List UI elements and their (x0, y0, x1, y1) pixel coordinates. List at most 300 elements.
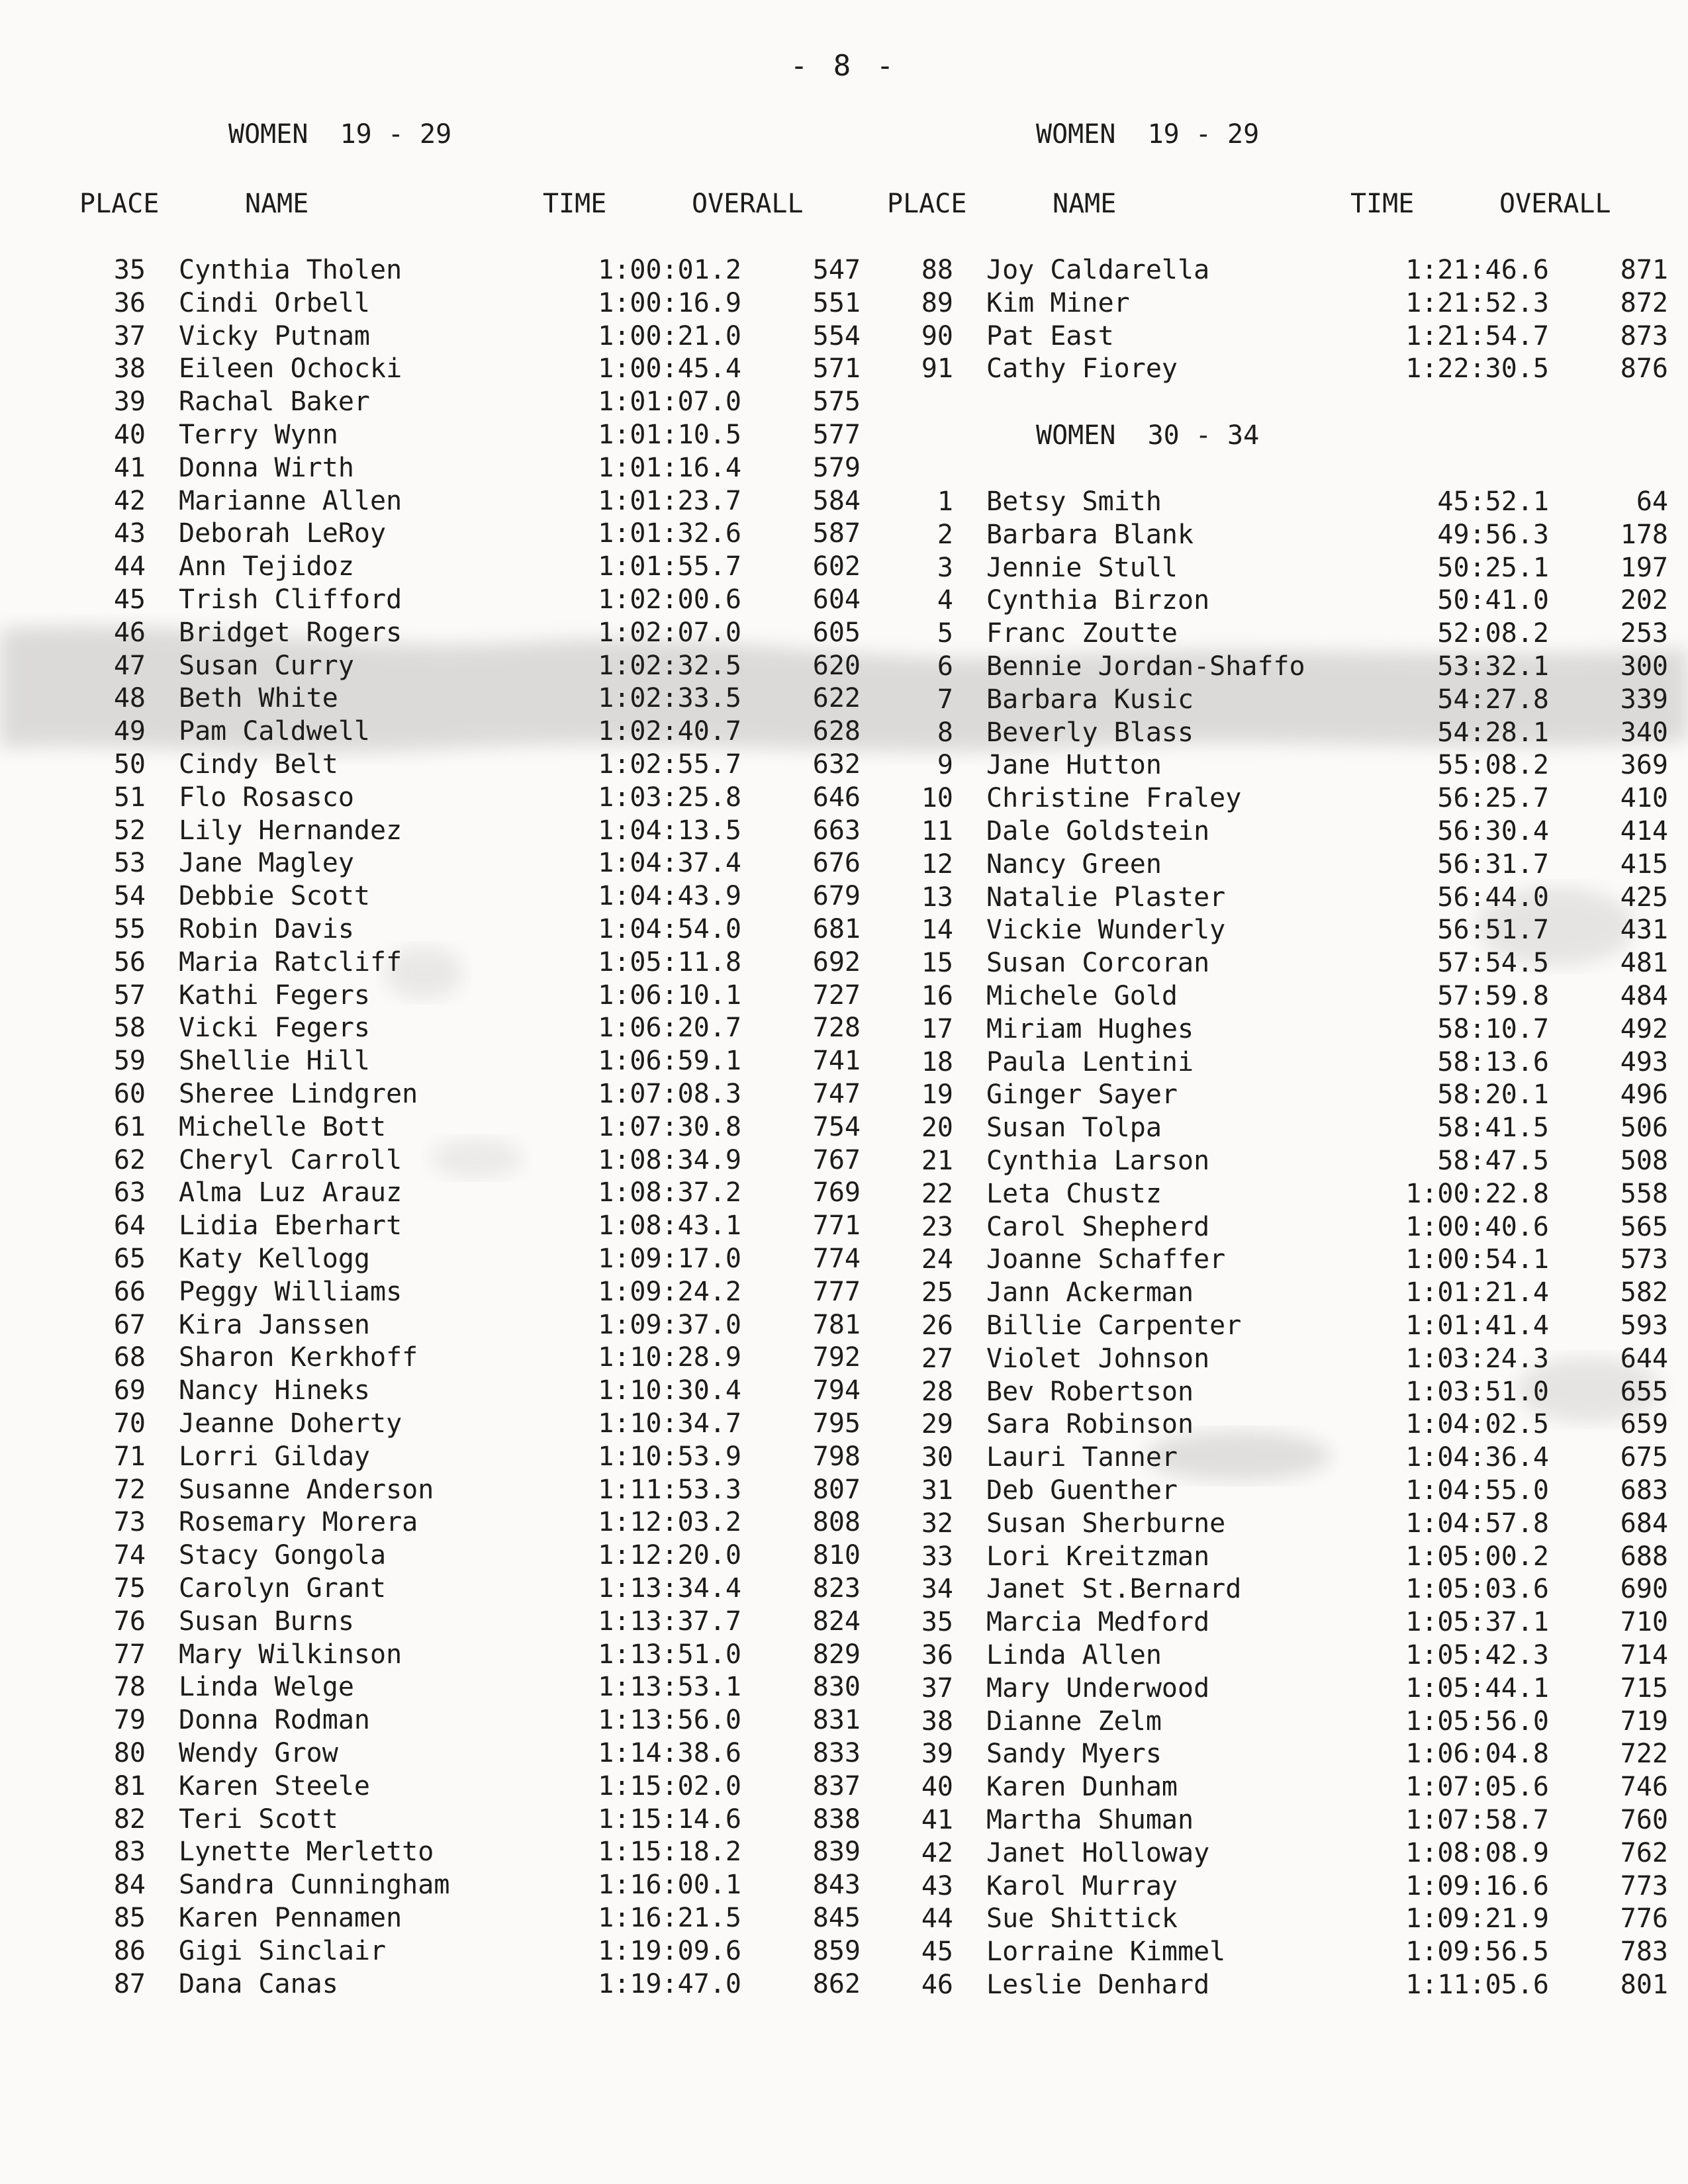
overall-cell: 762 (1620, 1837, 1668, 1868)
name-cell: Leslie Denhard (986, 1970, 1210, 2000)
place-cell: 88 (921, 255, 953, 285)
overall-cell: 771 (812, 1210, 861, 1242)
table-row (887, 1343, 1688, 1377)
place-cell: 19 (921, 1079, 953, 1111)
place-cell: 37 (113, 320, 146, 351)
place-cell: 12 (921, 848, 953, 880)
overall-cell: 783 (1620, 1936, 1668, 1968)
time-cell: 1:12:03.2 (598, 1507, 741, 1538)
name-cell: Deb Guenther (986, 1475, 1178, 1506)
name-cell: Shellie Hill (179, 1046, 370, 1077)
overall-cell: 655 (1620, 1376, 1668, 1407)
name-cell: Pam Caldwell (179, 716, 370, 747)
overall-cell: 760 (1620, 1805, 1668, 1835)
overall-cell: 683 (1620, 1475, 1668, 1506)
place-cell: 51 (113, 782, 146, 813)
name-cell: Cynthia Larson (986, 1146, 1210, 1176)
time-cell: 1:08:37.2 (598, 1177, 741, 1208)
name-cell: Mary Wilkinson (179, 1639, 402, 1670)
time-cell: 1:06:59.1 (598, 1046, 741, 1077)
place-cell: 76 (113, 1606, 146, 1637)
table-row (887, 553, 1688, 586)
time-cell: 1:05:42.3 (1405, 1640, 1549, 1670)
name-cell: Kathi Fegers (179, 979, 370, 1011)
time-cell: 1:21:46.6 (1405, 255, 1549, 285)
time-cell: 1:10:28.9 (598, 1342, 741, 1373)
place-cell: 67 (113, 1309, 146, 1340)
name-cell: Karen Pennamen (179, 1903, 402, 1933)
overall-cell: 823 (812, 1573, 861, 1604)
place-cell: 1 (937, 486, 953, 517)
place-cell: 45 (113, 584, 146, 615)
time-cell: 1:06:10.1 (598, 979, 741, 1011)
place-cell: 59 (113, 1046, 146, 1077)
name-cell: Janet Holloway (986, 1837, 1210, 1868)
overall-cell: 798 (812, 1441, 861, 1472)
overall-cell: 676 (812, 848, 861, 879)
place-cell: 50 (113, 749, 146, 780)
time-cell: 1:09:16.6 (1405, 1870, 1549, 1901)
table-row (79, 815, 894, 848)
place-cell: 3 (937, 552, 953, 583)
place-cell: 42 (921, 1837, 953, 1868)
table-row (79, 1310, 894, 1343)
table-row (79, 353, 894, 387)
time-cell: 56:25.7 (1437, 783, 1549, 814)
time-cell: 1:00:54.1 (1405, 1244, 1549, 1275)
time-cell: 1:02:00.6 (598, 584, 741, 615)
overall-cell: 565 (1620, 1211, 1668, 1242)
place-cell: 63 (113, 1177, 146, 1208)
time-cell: 1:10:34.7 (598, 1408, 741, 1439)
time-cell: 50:25.1 (1437, 552, 1549, 583)
time-cell: 1:04:13.5 (598, 815, 741, 846)
overall-cell: 794 (812, 1375, 861, 1406)
place-cell: 79 (113, 1705, 146, 1736)
name-cell: Michele Gold (986, 981, 1178, 1011)
overall-cell: 871 (1620, 255, 1668, 285)
name-cell: Michelle Bott (179, 1111, 387, 1142)
time-cell: 1:04:36.4 (1405, 1442, 1549, 1473)
overall-cell: 754 (812, 1111, 861, 1142)
name-cell: Beth White (179, 683, 338, 714)
overall-cell: 843 (812, 1870, 861, 1901)
overall-cell: 577 (812, 420, 861, 450)
time-cell: 1:21:52.3 (1405, 287, 1549, 318)
name-cell: Paula Lentini (986, 1046, 1194, 1077)
place-cell: 52 (113, 815, 146, 846)
place-cell: 36 (921, 1640, 953, 1670)
place-cell: 89 (921, 287, 953, 318)
table-row (887, 1607, 1688, 1640)
place-cell: 44 (113, 551, 146, 582)
time-cell: 50:41.0 (1437, 585, 1549, 616)
overall-cell: 747 (812, 1079, 861, 1109)
time-cell: 1:10:30.4 (598, 1375, 741, 1406)
place-cell: 40 (921, 1772, 953, 1803)
overall-cell: 681 (812, 914, 861, 944)
table-row (79, 486, 894, 519)
name-cell: Bridget Rogers (179, 617, 402, 648)
name-cell: Betsy Smith (986, 486, 1162, 517)
table-row (887, 1508, 1688, 1541)
table-row (79, 1375, 894, 1408)
time-cell: 1:02:07.0 (598, 617, 741, 648)
table-row (887, 1377, 1688, 1410)
overall-cell: 582 (1620, 1277, 1668, 1308)
time-cell: 1:13:53.1 (598, 1672, 741, 1703)
place-cell: 86 (113, 1935, 146, 1966)
table-row (79, 1046, 894, 1079)
overall-cell: 64 (1636, 486, 1668, 517)
overall-cell: 558 (1620, 1178, 1668, 1209)
time-cell: 1:09:17.0 (598, 1244, 741, 1274)
name-cell: Gigi Sinclair (179, 1935, 387, 1966)
name-cell: Jeanne Doherty (179, 1408, 402, 1439)
time-cell: 1:22:30.5 (1405, 353, 1549, 385)
place-cell: 5 (937, 618, 953, 649)
place-cell: 4 (937, 585, 953, 616)
overall-cell: 719 (1620, 1706, 1668, 1737)
overall-cell: 690 (1620, 1574, 1668, 1605)
overall-cell: 688 (1620, 1541, 1668, 1572)
time-cell: 1:10:53.9 (598, 1441, 741, 1472)
overall-cell: 632 (812, 749, 861, 780)
overall-cell: 628 (812, 716, 861, 747)
time-cell: 1:03:51.0 (1405, 1376, 1549, 1407)
place-cell: 45 (921, 1936, 953, 1968)
place-cell: 36 (113, 287, 146, 318)
time-cell: 56:44.0 (1437, 882, 1549, 913)
table-row (79, 1507, 894, 1540)
time-cell: 1:07:05.6 (1405, 1772, 1549, 1803)
name-cell: Rachal Baker (179, 387, 370, 418)
name-cell: Violet Johnson (986, 1343, 1210, 1374)
table-row (79, 551, 894, 584)
time-cell: 1:05:37.1 (1405, 1607, 1549, 1638)
time-cell: 1:01:16.4 (598, 452, 741, 483)
table-row (79, 1475, 894, 1508)
place-cell: 40 (113, 420, 146, 450)
overall-cell: 369 (1620, 750, 1668, 781)
name-cell: Marianne Allen (179, 485, 402, 516)
table-row (79, 584, 894, 617)
table-row (79, 1639, 894, 1672)
overall-cell: 425 (1620, 882, 1668, 913)
table-row (887, 816, 1688, 849)
place-cell: 85 (113, 1903, 146, 1933)
overall-cell: 605 (812, 617, 861, 648)
division-title: WOMEN 19 - 29 (228, 119, 452, 150)
place-cell: 17 (921, 1013, 953, 1044)
time-cell: 1:00:22.8 (1405, 1178, 1549, 1209)
table-row (79, 1969, 894, 2002)
name-cell: Lauri Tanner (986, 1442, 1178, 1473)
name-cell: Donna Rodman (179, 1705, 370, 1736)
place-cell: 49 (113, 716, 146, 747)
name-cell: Joanne Schaffer (986, 1244, 1226, 1275)
place-cell: 66 (113, 1276, 146, 1307)
time-cell: 1:00:01.2 (598, 255, 741, 285)
name-cell: Karol Murray (986, 1870, 1178, 1901)
table-row (79, 1936, 894, 1969)
name-cell: Susan Burns (179, 1606, 354, 1637)
place-cell: 20 (921, 1113, 953, 1144)
header-overall: OVERALL (692, 189, 804, 219)
time-cell: 1:04:57.8 (1405, 1508, 1549, 1539)
overall-cell: 679 (812, 881, 861, 912)
header-time: TIME (543, 189, 607, 219)
time-cell: 1:11:05.6 (1405, 1970, 1549, 2000)
table-row (887, 1838, 1688, 1871)
time-cell: 1:13:51.0 (598, 1639, 741, 1670)
overall-cell: 340 (1620, 717, 1668, 748)
place-cell: 43 (921, 1870, 953, 1901)
time-cell: 1:05:00.2 (1405, 1541, 1549, 1572)
table-row (79, 453, 894, 486)
table-row (887, 651, 1688, 684)
table-row (887, 255, 1688, 288)
name-cell: Sharon Kerkhoff (179, 1342, 418, 1373)
time-cell: 1:01:32.6 (598, 518, 741, 549)
time-cell: 1:01:23.7 (598, 485, 741, 516)
time-cell: 1:00:45.4 (598, 353, 741, 385)
time-cell: 1:03:25.8 (598, 782, 741, 813)
overall-cell: 414 (1620, 816, 1668, 846)
time-cell: 1:08:43.1 (598, 1210, 741, 1242)
place-cell: 10 (921, 783, 953, 814)
place-cell: 73 (113, 1507, 146, 1538)
place-cell: 11 (921, 816, 953, 846)
name-cell: Jane Magley (179, 848, 354, 879)
overall-cell: 769 (812, 1177, 861, 1208)
name-cell: Lorraine Kimmel (986, 1936, 1226, 1968)
overall-cell: 410 (1620, 783, 1668, 814)
name-cell: Katy Kellogg (179, 1244, 370, 1274)
place-cell: 68 (113, 1342, 146, 1373)
overall-cell: 484 (1620, 981, 1668, 1011)
name-cell: Deborah LeRoy (179, 518, 387, 549)
header-place: PLACE (79, 189, 160, 219)
place-cell: 18 (921, 1046, 953, 1077)
place-cell: 62 (113, 1144, 146, 1175)
time-cell: 1:02:32.5 (598, 650, 741, 681)
time-cell: 1:09:56.5 (1405, 1936, 1549, 1968)
place-cell: 9 (937, 750, 953, 781)
time-cell: 1:07:30.8 (598, 1111, 741, 1142)
name-cell: Carol Shepherd (986, 1211, 1210, 1242)
place-cell: 8 (937, 717, 953, 748)
place-cell: 72 (113, 1474, 146, 1505)
time-cell: 45:52.1 (1437, 486, 1549, 517)
table-row (79, 387, 894, 420)
table-row (887, 1475, 1688, 1508)
time-cell: 53:32.1 (1437, 651, 1549, 682)
table-row (79, 1870, 894, 1903)
time-cell: 58:41.5 (1437, 1113, 1549, 1144)
table-row (79, 1672, 894, 1705)
table-row (79, 1244, 894, 1277)
place-cell: 60 (113, 1079, 146, 1109)
name-cell: Dianne Zelm (986, 1706, 1162, 1737)
place-cell: 46 (113, 617, 146, 648)
overall-cell: 587 (812, 518, 861, 549)
table-row (887, 1079, 1688, 1113)
name-cell: Carolyn Grant (179, 1573, 387, 1604)
name-cell: Stacy Gongola (179, 1540, 387, 1571)
name-cell: Lynette Merletto (179, 1837, 434, 1868)
time-cell: 1:04:37.4 (598, 848, 741, 879)
overall-cell: 493 (1620, 1046, 1668, 1077)
time-cell: 1:01:10.5 (598, 420, 741, 450)
place-cell: 33 (921, 1541, 953, 1572)
place-cell: 39 (113, 387, 146, 418)
overall-cell: 876 (1620, 353, 1668, 385)
table-row (79, 782, 894, 815)
name-cell: Bennie Jordan-Shaffo (986, 651, 1305, 682)
table-row (79, 716, 894, 749)
overall-cell: 684 (1620, 1508, 1668, 1539)
overall-cell: 620 (812, 650, 861, 681)
place-cell: 83 (113, 1837, 146, 1868)
overall-cell: 508 (1620, 1146, 1668, 1176)
place-cell: 38 (113, 353, 146, 385)
time-cell: 1:16:21.5 (598, 1903, 741, 1933)
name-cell: Cynthia Birzon (986, 585, 1210, 616)
table-row (79, 947, 894, 980)
name-cell: Cindy Belt (179, 749, 338, 780)
time-cell: 1:04:54.0 (598, 914, 741, 944)
time-cell: 1:09:21.9 (1405, 1903, 1549, 1934)
name-cell: Sandy Myers (986, 1739, 1162, 1770)
table-row (79, 914, 894, 947)
table-row (79, 1210, 894, 1244)
table-row (887, 1014, 1688, 1047)
name-cell: Ginger Sayer (986, 1079, 1178, 1111)
overall-cell: 839 (812, 1837, 861, 1868)
name-cell: Teri Scott (179, 1803, 338, 1835)
overall-cell: 795 (812, 1408, 861, 1439)
time-cell: 1:01:21.4 (1405, 1277, 1549, 1308)
place-cell: 34 (921, 1574, 953, 1605)
table-row (887, 1212, 1688, 1245)
table-row (887, 981, 1688, 1014)
place-cell: 57 (113, 979, 146, 1011)
table-row (887, 1442, 1688, 1475)
place-cell: 38 (921, 1706, 953, 1737)
overall-cell: 604 (812, 584, 861, 615)
place-cell: 7 (937, 684, 953, 715)
overall-cell: 776 (1620, 1903, 1668, 1934)
time-cell: 1:21:54.7 (1405, 320, 1549, 351)
place-cell: 41 (113, 452, 146, 483)
time-cell: 1:04:43.9 (598, 881, 741, 912)
place-cell: 25 (921, 1277, 953, 1308)
table-row (79, 288, 894, 321)
table-row (79, 1606, 894, 1639)
overall-cell: 862 (812, 1968, 861, 1999)
name-cell: Terry Wynn (179, 420, 338, 450)
name-cell: Debbie Scott (179, 881, 370, 912)
place-cell: 35 (113, 255, 146, 285)
overall-cell: 722 (1620, 1739, 1668, 1770)
place-cell: 69 (113, 1375, 146, 1406)
place-cell: 82 (113, 1803, 146, 1835)
name-cell: Karen Dunham (986, 1772, 1178, 1803)
overall-cell: 801 (1620, 1970, 1668, 2000)
name-cell: Vickie Wunderly (986, 915, 1226, 946)
table-row (887, 1574, 1688, 1607)
overall-cell: 777 (812, 1276, 861, 1307)
header-overall: OVERALL (1499, 189, 1611, 219)
time-cell: 1:06:04.8 (1405, 1739, 1549, 1770)
overall-cell: 496 (1620, 1079, 1668, 1111)
place-cell: 14 (921, 915, 953, 946)
overall-cell: 481 (1620, 948, 1668, 979)
table-row (79, 1705, 894, 1738)
time-cell: 1:03:24.3 (1405, 1343, 1549, 1374)
table-row (887, 1805, 1688, 1838)
place-cell: 75 (113, 1573, 146, 1604)
name-cell: Miriam Hughes (986, 1013, 1194, 1044)
table-row (79, 848, 894, 881)
overall-cell: 774 (812, 1244, 861, 1274)
page-number: - 8 - (790, 49, 898, 83)
table-row (887, 1871, 1688, 1904)
table-row (887, 585, 1688, 618)
table-row (887, 1409, 1688, 1442)
time-cell: 52:08.2 (1437, 618, 1549, 649)
place-cell: 16 (921, 981, 953, 1011)
place-cell: 30 (921, 1442, 953, 1473)
time-cell: 1:15:18.2 (598, 1837, 741, 1868)
table-row (79, 255, 894, 288)
table-row (79, 1804, 894, 1837)
name-cell: Barbara Kusic (986, 684, 1194, 715)
table-row (887, 1541, 1688, 1574)
time-cell: 1:13:34.4 (598, 1573, 741, 1604)
place-cell: 91 (921, 353, 953, 385)
place-cell: 47 (113, 650, 146, 681)
name-cell: Barbara Blank (986, 519, 1194, 550)
overall-cell: 593 (1620, 1310, 1668, 1341)
place-cell: 71 (113, 1441, 146, 1472)
name-cell: Trish Clifford (179, 584, 402, 615)
overall-cell: 838 (812, 1803, 861, 1835)
name-cell: Mary Underwood (986, 1672, 1210, 1704)
name-cell: Cynthia Tholen (179, 255, 402, 285)
overall-cell: 727 (812, 979, 861, 1011)
table-row (887, 1244, 1688, 1277)
name-cell: Billie Carpenter (986, 1310, 1242, 1341)
name-cell: Linda Welge (179, 1672, 354, 1703)
table-row (887, 1179, 1688, 1212)
time-cell: 1:12:20.0 (598, 1540, 741, 1571)
name-cell: Robin Davis (179, 914, 354, 944)
table-row (79, 749, 894, 782)
time-cell: 1:15:02.0 (598, 1770, 741, 1801)
place-cell: 56 (113, 946, 146, 978)
time-cell: 57:59.8 (1437, 981, 1549, 1011)
overall-cell: 830 (812, 1672, 861, 1703)
name-cell: Lori Kreitzman (986, 1541, 1210, 1572)
name-cell: Pat East (986, 320, 1114, 351)
right-column (887, 119, 1688, 2038)
time-cell: 58:47.5 (1437, 1146, 1549, 1176)
time-cell: 1:07:58.7 (1405, 1805, 1549, 1835)
table-row (887, 1936, 1688, 1970)
table-row (79, 1573, 894, 1606)
